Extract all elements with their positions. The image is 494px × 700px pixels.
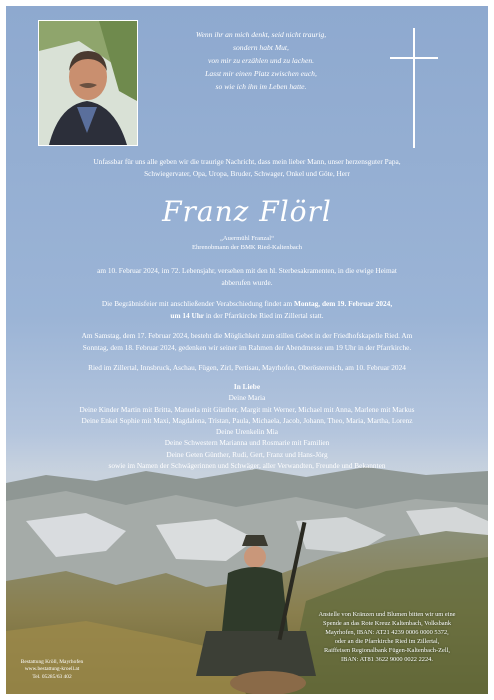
intro-line: Schwiegervater, Opa, Uropa, Bruder, Schwager, Onkel und Göte, Herr	[144, 169, 350, 178]
deceased-nickname: „Auermühl Franzal“	[219, 235, 274, 242]
death-notice-line: abberufen wurde.	[221, 278, 273, 287]
poem-line: sondern habt Mut,	[233, 43, 289, 52]
places-date: Ried im Zillertal, Innsbruck, Aschau, Fügen, Zirl, Pertisau, Mayrhofen, Oberösterreich, am 10. Februar 2024	[88, 363, 406, 372]
funeral-prefix: Die Begräbnisfeier mit anschließender Verabschiedung findet am	[101, 299, 294, 308]
memorial-poem	[146, 28, 376, 93]
deceased-honor: Ehrenobmann der BMK Ried-Kaltenbach	[191, 244, 303, 251]
mourner-line: Deine Geten Günther, Rudi, Gert, Franz und Hans-Jörg	[166, 449, 328, 459]
mourner-line: Deine Maria	[228, 393, 266, 403]
death-notice	[30, 265, 464, 289]
mourner-line: Deine Kinder Martin mit Britta, Manuela mit Günther, Margit mit Werner, Michael mit Anna, Marlene mit Markus	[79, 404, 415, 414]
funeral-notice	[30, 298, 464, 322]
mourner-line: sowie im Namen der Schwägerinnen und Schwäger, aller Verwandten, Freunde und Bekannten	[108, 461, 386, 471]
donation-request	[292, 610, 482, 664]
poem-line: Wenn ihr an mich denkt, seid nicht traurig,	[195, 30, 327, 39]
mourners-list	[30, 381, 464, 471]
mourner-line: Deine Schwestern Marianna und Rosmarie mit Familien	[164, 438, 330, 448]
poem-line: von mir zu erzählen und zu lachen.	[207, 56, 315, 65]
mourners-heading: In Liebe	[233, 382, 261, 391]
prayer-line: Am Samstag, dem 17. Februar 2024, besteht die Möglichkeit zum stillen Gebet in der Friedhofskapelle Ried. Am	[81, 331, 413, 340]
undertaker-info	[12, 659, 92, 681]
donation-line: Mayrhofen, IBAN: AT21 4239 0006 0000 5372,	[325, 629, 449, 636]
poem-line: Lasst mir einen Platz zwischen euch,	[205, 69, 317, 78]
undertaker-line: www.bestattung-kroell.at	[24, 666, 80, 673]
donation-line: IBAN: AT81 3622 9000 0022 2224.	[341, 656, 433, 663]
poem-line: so wie ich ihn im Leben hatte.	[215, 82, 307, 91]
mourner-line: Deine Urenkelin Mia	[215, 427, 278, 437]
donation-line: Anstelle von Kränzen und Blumen bitten wir um eine	[318, 611, 456, 618]
donation-line: oder an die Pfarrkirche Ried im Zillertal,	[334, 638, 440, 645]
intro-line: Unfassbar für uns alle geben wir die traurige Nachricht, dass mein lieber Mann, unser herzensguter Papa,	[93, 157, 401, 166]
undertaker-line: Bestattung Kröll, Mayrhofen	[20, 659, 84, 665]
donation-line: Spende an das Rote Kreuz Kaltenbach, Volksbank	[322, 620, 452, 627]
death-notice-line: am 10. Februar 2024, im 72. Lebensjahr, versehen mit den hl. Sterbesakramenten, in die ewige Heimat	[97, 266, 397, 275]
funeral-time: um 14 Uhr	[170, 311, 205, 320]
portrait-photo	[38, 20, 138, 146]
intro-text	[30, 156, 464, 180]
prayer-line: Sonntag, dem 18. Februar 2024, gedenken wir seiner im Rahmen der Abendmesse um 19 Uhr in der Pfarrkirche.	[82, 343, 412, 352]
deceased-name: Franz Flörl	[162, 195, 332, 228]
funeral-date: Montag, dem 19. Februar 2024,	[293, 299, 393, 308]
cross-icon	[390, 28, 438, 148]
prayer-notice	[30, 330, 464, 354]
funeral-suffix: in der Pfarrkirche Ried im Zillertal statt.	[204, 311, 324, 320]
undertaker-line: Tel. 05285/63 402	[32, 673, 72, 680]
donation-line: Raiffeisen Regionalbank Fügen-Kaltenbach-Zell,	[323, 647, 451, 654]
mourner-line: Deine Enkel Sophie mit Maxi, Magdalena, Tristan, Paula, Michaela, Jacob, Johann, Theo, Maria, Martha, Lorenz	[81, 415, 413, 425]
obituary-card	[6, 6, 488, 694]
